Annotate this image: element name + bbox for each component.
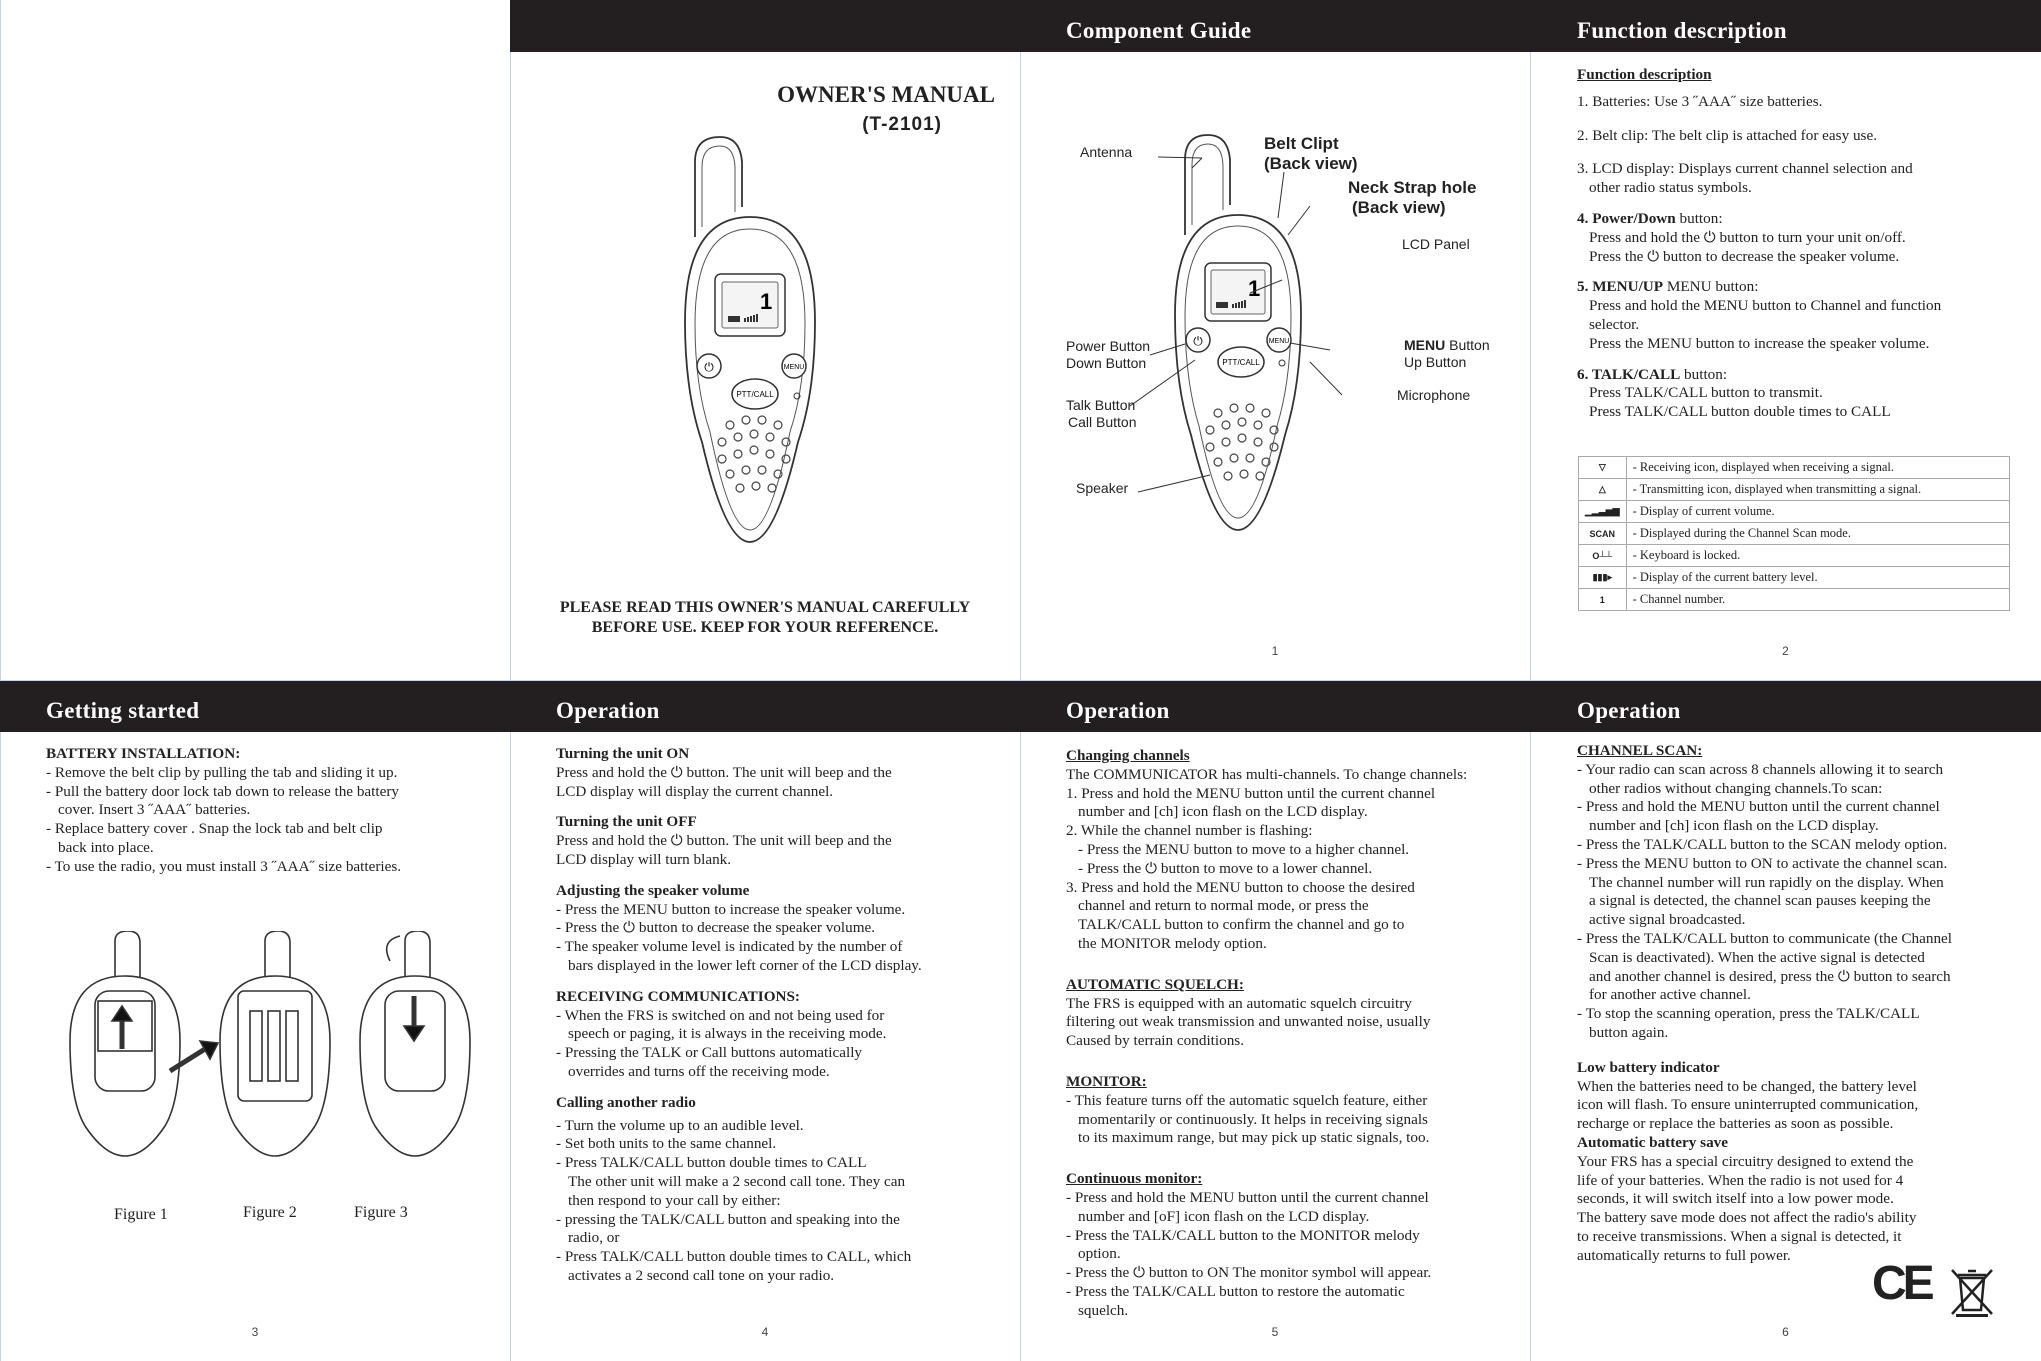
low-battery-line: When the batteries need to be changed, the battery level bbox=[1577, 1077, 1917, 1095]
page-number-3: 3 bbox=[251, 1325, 259, 1339]
key-lock-icon: O┴┴ bbox=[1579, 545, 1627, 567]
weee-bin-icon bbox=[1948, 1266, 1996, 1318]
scan-line: - Press the TALK/CALL button to communicate (the Channel bbox=[1577, 929, 1953, 947]
ce-mark: CE bbox=[1872, 1257, 1931, 1310]
volume-title: Adjusting the speaker volume bbox=[556, 881, 750, 899]
scan-line: for another active channel. bbox=[1589, 986, 1751, 1004]
receiving-line-1: - When the FRS is switched on and not being used for bbox=[556, 1006, 885, 1024]
scan-line: number and [ch] icon flash on the LCD display. bbox=[1589, 817, 1879, 835]
label-microphone: Microphone bbox=[1397, 387, 1471, 403]
component-ptt-key: PTT/CALL bbox=[1222, 358, 1260, 367]
function-description-header: Function description bbox=[1530, 0, 2041, 52]
function-description-body bbox=[1577, 66, 2027, 422]
changing-line: the MONITOR melody option. bbox=[1078, 934, 1267, 952]
continuous-line: - Press the ⏻ button to ON The monitor symbol will appear. bbox=[1066, 1264, 1432, 1282]
function-item-5-line-3: Press the MENU button to increase the speaker volume. bbox=[1589, 334, 1930, 352]
function-subheader: Function description bbox=[1577, 66, 1712, 83]
function-description-panel bbox=[1530, 0, 2041, 680]
operation-panel-6 bbox=[1530, 681, 2041, 1361]
function-item-6-title: 6. TALK/CALL bbox=[1577, 365, 1681, 383]
continuous-line: number and [oF] icon flash on the LCD display. bbox=[1078, 1207, 1370, 1225]
receiving-line-4: overrides and turns off the receiving mode. bbox=[568, 1062, 830, 1080]
changing-line: - Press the ⏻ button to move to a lower channel. bbox=[1078, 859, 1373, 877]
label-lcd-panel: LCD Panel bbox=[1402, 236, 1470, 252]
continuous-line: option. bbox=[1078, 1245, 1121, 1263]
turn-on-line-2: LCD display will display the current channel. bbox=[556, 782, 834, 800]
scan-line: button again. bbox=[1589, 1023, 1669, 1041]
scan-line: - Press and hold the MENU button until the current channel bbox=[1577, 798, 1940, 816]
transmitting-icon: △ bbox=[1579, 479, 1627, 501]
volume-line-2: - Press the ⏻ button to decrease the speaker volume. bbox=[556, 919, 876, 937]
label-speaker: Speaker bbox=[1076, 480, 1129, 496]
turn-off-title: Turning the unit OFF bbox=[556, 813, 697, 831]
notice-line-1: PLEASE READ THIS OWNER'S MANUAL CAREFULLY bbox=[559, 599, 971, 616]
label-belt-clip-sub: (Back view) bbox=[1264, 154, 1358, 173]
monitor-line: - This feature turns off the automatic squelch feature, either bbox=[1066, 1091, 1428, 1109]
function-item-4-title: 4. Power/Down bbox=[1577, 209, 1676, 227]
model-number: (T-2101) bbox=[862, 114, 942, 135]
volume-line-4: bars displayed in the lower left corner of the LCD display. bbox=[568, 956, 922, 974]
battery-save-line: to receive transmissions. When a signal is detected, it bbox=[1577, 1227, 1902, 1245]
manual-title: OWNER'S MANUAL bbox=[777, 82, 995, 107]
monitor-title: MONITOR: bbox=[1066, 1072, 1147, 1090]
continuous-monitor-title: Continuous monitor: bbox=[1066, 1170, 1203, 1188]
symbol-row bbox=[1579, 523, 2010, 545]
notice-line-2: BEFORE USE. KEEP FOR YOUR REFERENCE. bbox=[591, 619, 939, 636]
calling-line: radio, or bbox=[568, 1229, 620, 1247]
page-number-5: 5 bbox=[1271, 1325, 1279, 1339]
squelch-title: AUTOMATIC SQUELCH: bbox=[1066, 975, 1244, 993]
page-number-2: 2 bbox=[1782, 644, 1789, 658]
symbol-text: - Channel number. bbox=[1626, 589, 2009, 611]
turn-off-line-2: LCD display will turn blank. bbox=[556, 850, 732, 868]
label-neck-strap-title: Neck Strap hole bbox=[1348, 178, 1477, 197]
label-belt-clip-title: Belt Clipt bbox=[1264, 134, 1339, 153]
component-power-icon: ⏻ bbox=[1193, 334, 1203, 348]
label-power-button: Power Button bbox=[1066, 338, 1151, 354]
label-talk-call bbox=[1066, 397, 1136, 431]
scan-line: other radios without changing channels.To scan: bbox=[1589, 779, 1883, 797]
monitor-line: to its maximum range, but may pick up static signals, too. bbox=[1078, 1129, 1430, 1147]
battery-save-line: life of your batteries. When the radio is not used for 4 bbox=[1577, 1171, 1904, 1189]
scan-line: - Your radio can scan across 8 channels allowing it to search bbox=[1577, 760, 1944, 778]
calling-title: Calling another radio bbox=[556, 1093, 696, 1111]
squelch-line: The FRS is equipped with an automatic squelch circuitry bbox=[1066, 994, 1412, 1012]
scan-icon: SCAN bbox=[1579, 523, 1627, 545]
symbol-text: - Displayed during the Channel Scan mode. bbox=[1626, 523, 2009, 545]
scan-line: - To stop the scanning operation, press the TALK/CALL bbox=[1577, 1005, 1920, 1023]
symbol-row bbox=[1579, 457, 2010, 479]
battery-save-title: Automatic battery save bbox=[1577, 1133, 1728, 1151]
receiving-line-2: speech or paging, it is always in the receiving mode. bbox=[568, 1025, 887, 1043]
label-menu-rest: Button bbox=[1445, 337, 1490, 353]
label-menu-bold: MENU bbox=[1404, 337, 1446, 353]
figure-1-caption: Figure 1 bbox=[114, 1206, 168, 1223]
calling-line: The other unit will make a 2 second call tone. They can bbox=[568, 1172, 906, 1190]
scan-line: The channel number will run rapidly on the display. When bbox=[1589, 873, 1944, 891]
changing-line: channel and return to normal mode, or press the bbox=[1078, 897, 1369, 915]
menu-key-label: MENU bbox=[783, 364, 805, 371]
scan-line: and another channel is desired, press the ⏻ button to search bbox=[1589, 967, 1951, 985]
read-manual-notice bbox=[510, 598, 1020, 638]
page-number-6: 6 bbox=[1782, 1325, 1789, 1339]
operation-header-5: Operation bbox=[1020, 681, 1530, 732]
battery-line-4: - Replace battery cover . Snap the lock tab and belt clip bbox=[46, 820, 383, 838]
page-number-4: 4 bbox=[761, 1325, 769, 1339]
turn-on-title: Turning the unit ON bbox=[556, 745, 690, 762]
operation-panel-4 bbox=[510, 681, 1020, 1361]
battery-save-line: The battery save mode does not affect the radio's ability bbox=[1577, 1209, 1917, 1227]
label-call-button: Call Button bbox=[1068, 414, 1137, 430]
function-item-5-suffix: MENU button: bbox=[1663, 278, 1759, 296]
label-up-button: Up Button bbox=[1404, 354, 1467, 370]
symbol-table bbox=[1578, 456, 2010, 611]
figure-3-caption: Figure 3 bbox=[354, 1204, 408, 1221]
battery-figures bbox=[60, 931, 480, 1161]
changing-line: 2. While the channel number is flashing: bbox=[1066, 822, 1313, 840]
getting-started-header: Getting started bbox=[0, 681, 510, 732]
receiving-line-3: - Pressing the TALK or Call buttons automatically bbox=[556, 1044, 863, 1062]
component-lcd-digit: 1 bbox=[1248, 276, 1261, 301]
symbol-row bbox=[1579, 479, 2010, 501]
symbol-row bbox=[1579, 567, 2010, 589]
changing-line: - Press the MENU button to move to a higher channel. bbox=[1078, 840, 1410, 858]
channel-scan-title: CHANNEL SCAN: bbox=[1577, 742, 1703, 759]
volume-line-3: - The speaker volume level is indicated by the number of bbox=[556, 938, 903, 956]
squelch-line: filtering out weak transmission and unwanted noise, usually bbox=[1066, 1013, 1431, 1031]
function-item-5-line-1: Press and hold the MENU button to Channel and function bbox=[1589, 297, 1942, 315]
changing-channels-title: Changing channels bbox=[1066, 747, 1190, 764]
label-belt-clip bbox=[1264, 134, 1358, 174]
lcd-digit: 1 bbox=[760, 289, 773, 314]
scan-line: - Press the TALK/CALL button to the SCAN melody option. bbox=[1577, 835, 1948, 853]
symbol-row bbox=[1579, 589, 2010, 611]
calling-line: - Set both units to the same channel. bbox=[556, 1135, 777, 1153]
volume-icon: ▁▂▃▅▆ bbox=[1579, 501, 1627, 523]
low-battery-line: icon will flash. To ensure uninterrupted communication, bbox=[1577, 1096, 1919, 1114]
turn-off-line-1: Press and hold the ⏻ button. The unit will beep and the bbox=[556, 832, 892, 850]
changing-line: The COMMUNICATOR has multi-channels. To change channels: bbox=[1066, 765, 1468, 783]
symbol-text: - Keyboard is locked. bbox=[1626, 545, 2009, 567]
radio-illustration bbox=[680, 132, 860, 552]
scan-line: Scan is deactivated). When the active signal is detected bbox=[1589, 948, 1925, 966]
volume-line-1: - Press the MENU button to increase the speaker volume. bbox=[556, 900, 906, 918]
ptt-key-label: PTT/CALL bbox=[736, 390, 774, 399]
getting-started-panel bbox=[0, 681, 510, 1361]
low-battery-title: Low battery indicator bbox=[1577, 1058, 1720, 1076]
label-antenna: Antenna bbox=[1080, 144, 1133, 160]
operation-panel-5 bbox=[1020, 681, 1530, 1361]
label-power-down bbox=[1066, 338, 1150, 372]
battery-save-line: automatically returns to full power. bbox=[1577, 1246, 1791, 1264]
squelch-line: Caused by terrain conditions. bbox=[1066, 1032, 1244, 1050]
changing-line: 3. Press and hold the MENU button to choose the desired bbox=[1066, 878, 1415, 896]
scan-line: a signal is detected, the channel scan pauses keeping the bbox=[1589, 892, 1931, 910]
turn-on-line-1: Press and hold the ⏻ button. The unit will beep and the bbox=[556, 763, 892, 781]
cover-header-bar bbox=[510, 0, 1020, 52]
scan-line: active signal broadcasted. bbox=[1589, 911, 1746, 929]
operation-6-body bbox=[1577, 742, 2029, 1266]
calling-line: - pressing the TALK/CALL button and speaking into the bbox=[556, 1210, 900, 1228]
symbol-text: - Display of current volume. bbox=[1626, 501, 2009, 523]
low-battery-line: recharge or replace the batteries as soon as possible. bbox=[1577, 1115, 1894, 1133]
symbol-row bbox=[1579, 501, 2010, 523]
battery-line-6: - To use the radio, you must install 3 ˝AAA˝ size batteries. bbox=[46, 857, 402, 875]
operation-5-body bbox=[1066, 747, 1516, 1321]
monitor-line: momentarily or continuously. It helps in receiving signals bbox=[1078, 1110, 1428, 1128]
battery-icon: ▮▮▮▸ bbox=[1579, 567, 1627, 589]
component-guide-panel bbox=[1020, 0, 1530, 680]
battery-save-line: Your FRS has a special circuitry designed to extend the bbox=[1577, 1152, 1914, 1170]
function-item-4-line-1: Press and hold the ⏻ button to turn your unit on/off. bbox=[1589, 228, 1906, 246]
function-item-3: 3. LCD display: Displays current channel selection and bbox=[1577, 160, 1913, 178]
operation-4-body bbox=[556, 745, 1011, 1286]
changing-line: number and [ch] icon flash on the LCD display. bbox=[1078, 803, 1368, 821]
continuous-line: - Press the TALK/CALL button to restore the automatic bbox=[1066, 1282, 1405, 1300]
function-item-3-cont: other radio status symbols. bbox=[1589, 179, 1752, 197]
receiving-title: RECEIVING COMMUNICATIONS: bbox=[556, 987, 800, 1005]
blank-panel bbox=[0, 0, 510, 680]
calling-line: then respond to your call by either: bbox=[568, 1191, 781, 1209]
label-talk-button: Talk Button bbox=[1066, 397, 1136, 413]
continuous-line: - Press and hold the MENU button until the current channel bbox=[1066, 1188, 1429, 1206]
component-menu-key: MENU bbox=[1268, 338, 1290, 345]
symbol-row bbox=[1579, 545, 2010, 567]
label-neck-strap-sub: (Back view) bbox=[1352, 198, 1446, 217]
function-item-6-suffix: button: bbox=[1680, 365, 1728, 383]
battery-line-5: back into place. bbox=[58, 838, 154, 856]
calling-line: activates a 2 second call tone on your radio. bbox=[568, 1266, 835, 1284]
symbol-text: - Transmitting icon, displayed when transmitting a signal. bbox=[1626, 479, 2009, 501]
function-item-4-suffix: button: bbox=[1675, 209, 1723, 227]
battery-line-1: - Remove the belt clip by pulling the tab and sliding it up. bbox=[46, 763, 398, 781]
function-item-1: 1. Batteries: Use 3 ˝AAA˝ size batteries. bbox=[1577, 92, 1823, 110]
battery-line-2: - Pull the battery door lock tab down to release the battery bbox=[46, 782, 399, 800]
operation-header-6: Operation bbox=[1530, 681, 2041, 732]
battery-save-line: seconds, it will switch itself into a low power mode. bbox=[1577, 1190, 1894, 1208]
calling-line: - Press TALK/CALL button double times to CALL bbox=[556, 1154, 867, 1172]
channel-number-icon: 1 bbox=[1579, 589, 1627, 611]
function-item-5-title: 5. MENU/UP bbox=[1577, 278, 1664, 296]
function-item-2: 2. Belt clip: The belt clip is attached for easy use. bbox=[1577, 126, 1878, 144]
receiving-icon: ▽ bbox=[1579, 457, 1627, 479]
calling-line: - Press TALK/CALL button double times to CALL, which bbox=[556, 1248, 912, 1266]
power-icon: ⏻ bbox=[704, 360, 714, 374]
figure-2-caption: Figure 2 bbox=[243, 1204, 297, 1221]
battery-installation-title: BATTERY INSTALLATION: bbox=[46, 745, 241, 762]
changing-line: 1. Press and hold the MENU button until the current channel bbox=[1066, 784, 1436, 802]
function-item-5-line-2: selector. bbox=[1589, 315, 1640, 333]
cover-panel bbox=[510, 0, 1020, 680]
changing-line: TALK/CALL button to confirm the channel and go to bbox=[1078, 916, 1405, 934]
page-number-1: 1 bbox=[1271, 644, 1279, 658]
operation-header-4: Operation bbox=[510, 681, 1020, 732]
symbol-text: - Display of the current battery level. bbox=[1626, 567, 2009, 589]
function-item-4-line-2: Press the ⏻ button to decrease the speaker volume. bbox=[1589, 247, 1900, 265]
scan-line: - Press the MENU button to ON to activate the channel scan. bbox=[1577, 854, 1948, 872]
function-item-6-line-1: Press TALK/CALL button to transmit. bbox=[1589, 384, 1823, 402]
symbol-text: - Receiving icon, displayed when receiving a signal. bbox=[1626, 457, 2009, 479]
continuous-line: - Press the TALK/CALL button to the MONITOR melody bbox=[1066, 1226, 1420, 1244]
continuous-line: squelch. bbox=[1078, 1301, 1129, 1319]
label-neck-strap bbox=[1348, 178, 1477, 218]
calling-line: - Turn the volume up to an audible level. bbox=[556, 1116, 804, 1134]
label-menu-up bbox=[1404, 337, 1490, 371]
battery-line-3: cover. Insert 3 ˝AAA˝ batteries. bbox=[58, 801, 251, 819]
label-down-button: Down Button bbox=[1066, 355, 1147, 371]
function-item-6-line-2: Press TALK/CALL button double times to CALL bbox=[1589, 403, 1891, 421]
component-guide-header: Component Guide bbox=[1020, 0, 1530, 52]
getting-started-body bbox=[46, 745, 496, 877]
